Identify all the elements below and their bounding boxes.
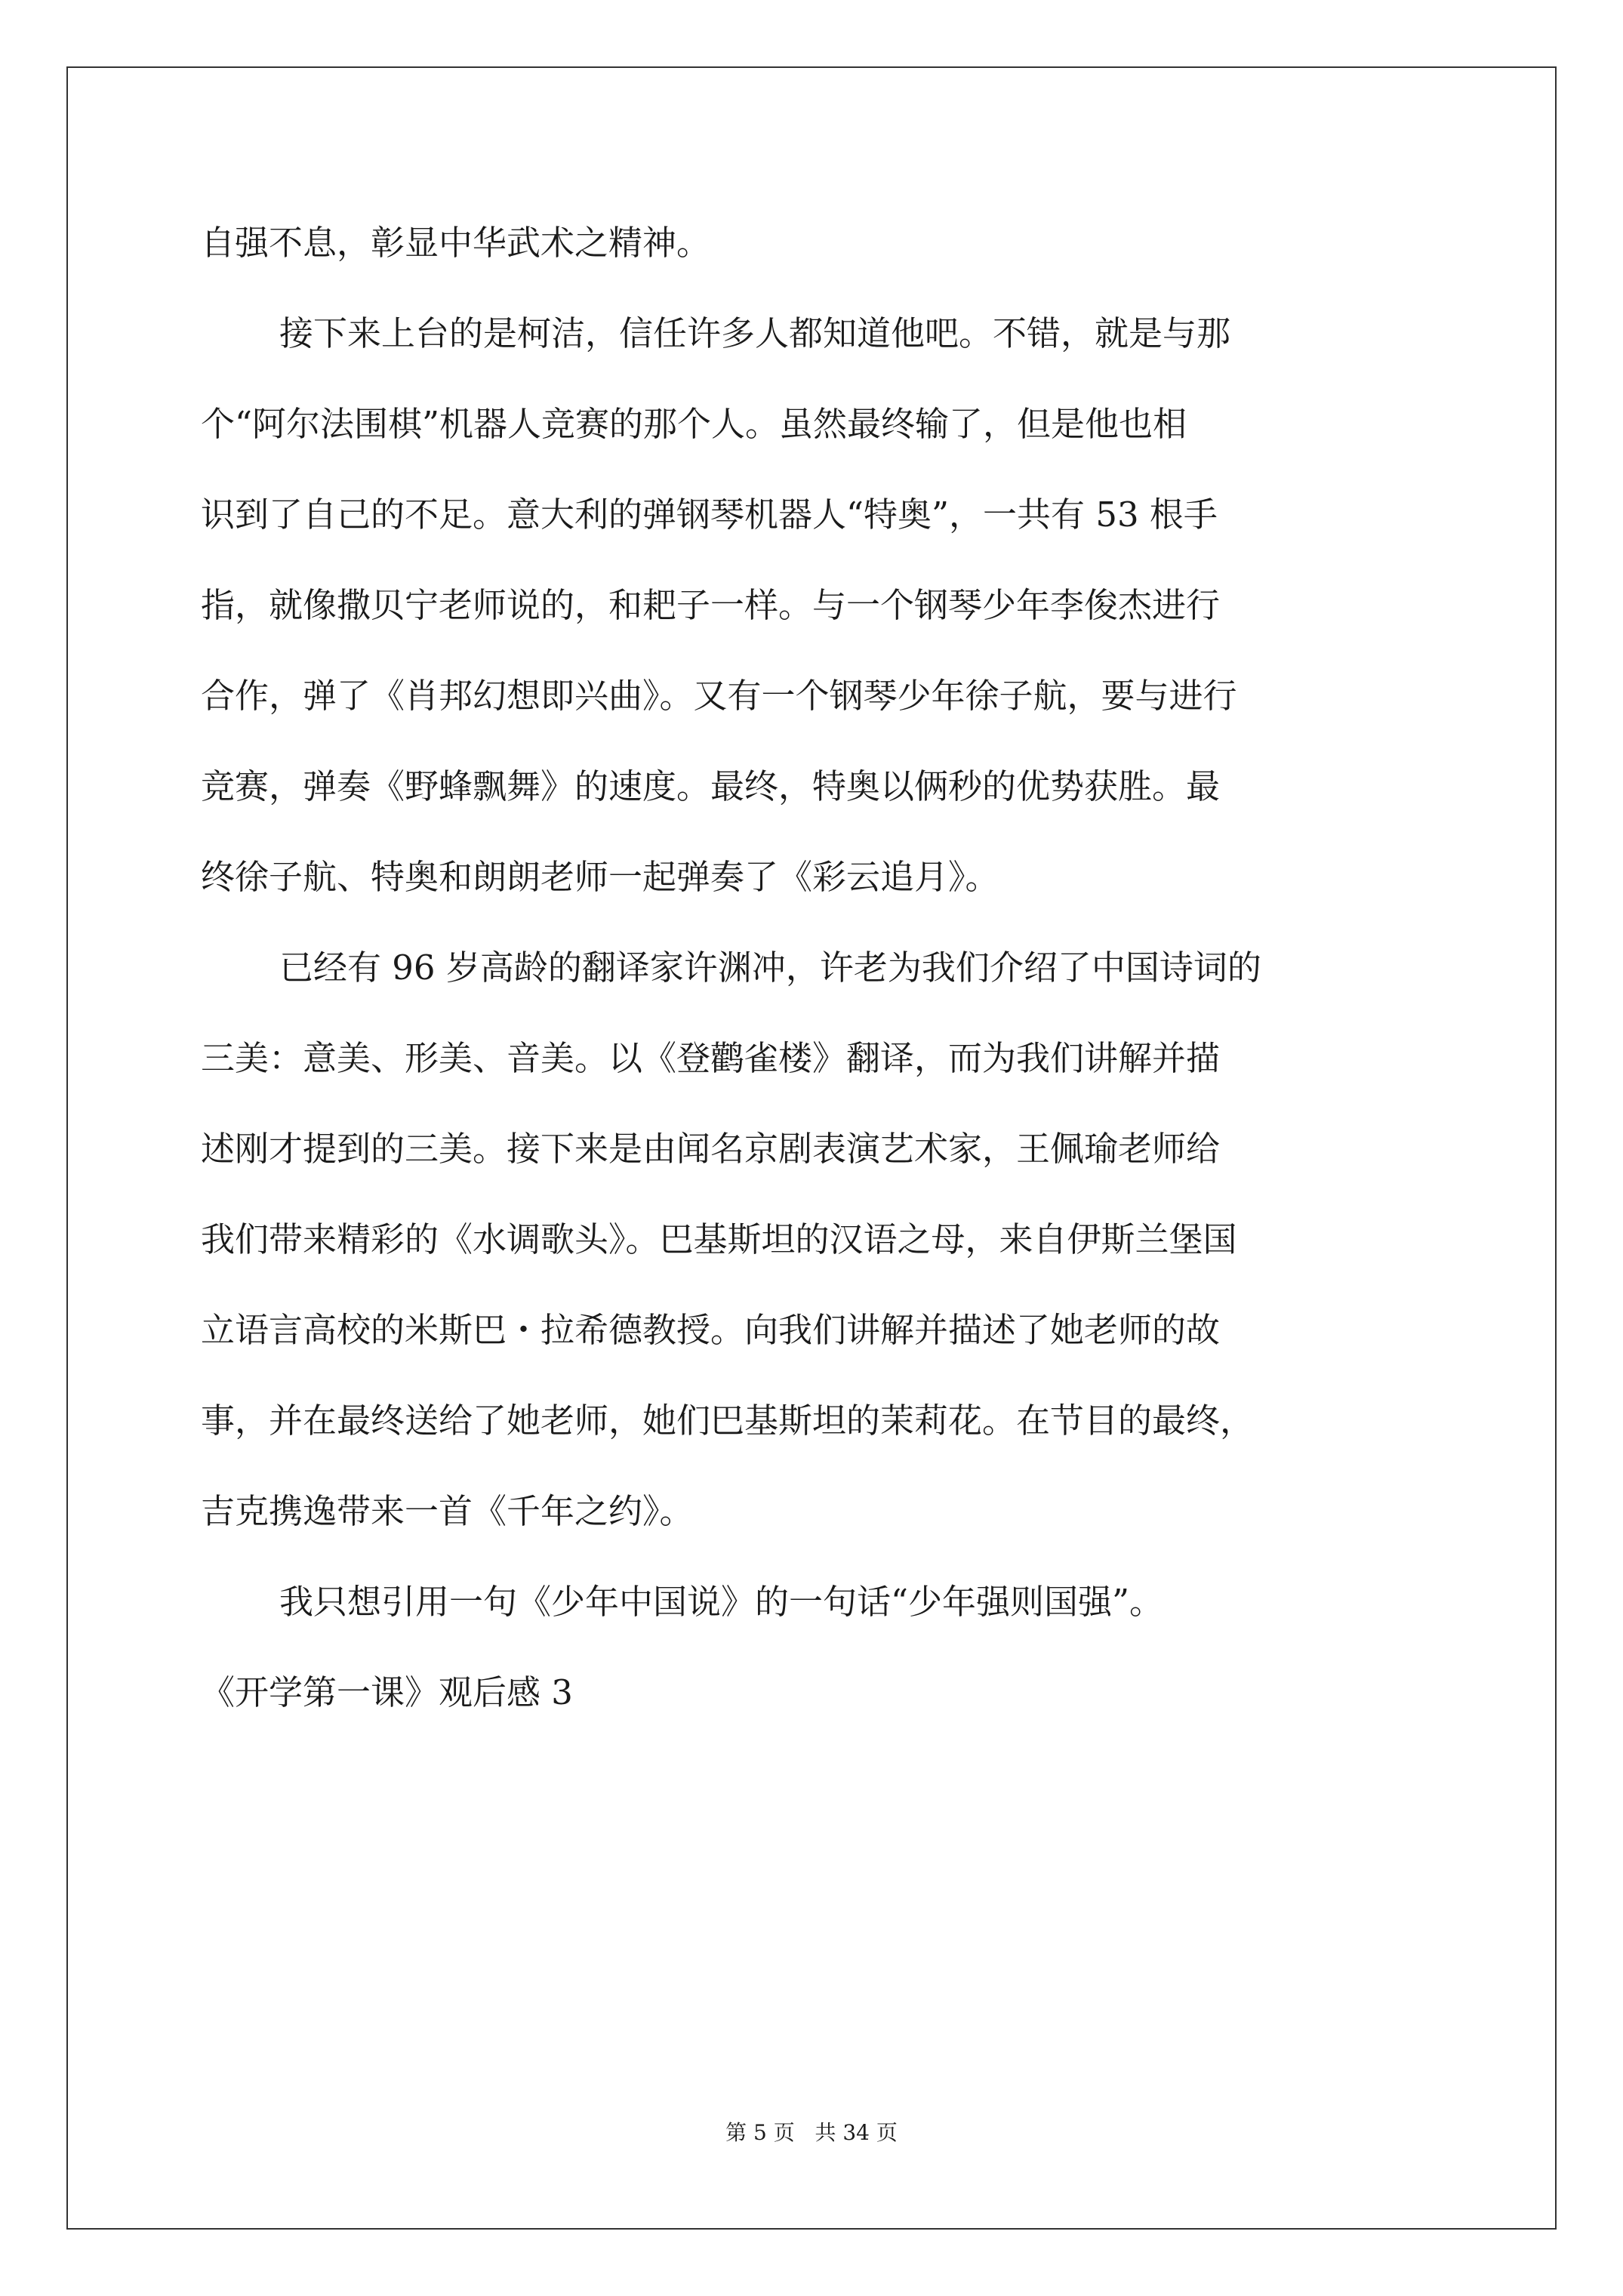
- paragraph-line: 事，并在最终送给了她老师，她们巴基斯坦的茉莉花。在节目的最终，: [201, 1401, 1255, 1441]
- paragraph-line: 接下来上台的是柯洁，信任许多人都知道他吧。不错，就是与那: [279, 313, 1231, 353]
- paragraph-line: 我们带来精彩的《水调歌头》。巴基斯坦的汉语之母，来自伊斯兰堡国: [201, 1219, 1237, 1259]
- paragraph-line: 三美：意美、形美、音美。以《登鹳雀楼》翻译，而为我们讲解并描: [201, 1038, 1221, 1078]
- paragraph-line: 立语言高校的米斯巴・拉希德教授。向我们讲解并描述了她老师的故: [201, 1310, 1221, 1350]
- paragraph-line: 述刚才提到的三美。接下来是由闻名京剧表演艺术家，王佩瑜老师给: [201, 1129, 1221, 1169]
- paragraph-line: 个“阿尔法围棋”机器人竞赛的那个人。虽然最终输了，但是他也相: [201, 404, 1187, 444]
- paragraph-line: 合作，弹了《肖邦幻想即兴曲》。又有一个钢琴少年徐子航，要与进行: [201, 676, 1237, 716]
- paragraph-line: 识到了自己的不足。意大利的弹钢琴机器人“特奥”，一共有 53 根手: [201, 495, 1218, 535]
- paragraph-line: 自强不息，彰显中华武术之精神。: [201, 223, 711, 263]
- paragraph-line: 已经有 96 岁高龄的翻译家许渊冲，许老为我们介绍了中国诗词的: [279, 948, 1261, 988]
- paragraph-line: 竞赛，弹奏《野蜂飘舞》的速度。最终，特奥以俩秒的优势获胜。最: [201, 766, 1221, 806]
- page-number-footer: 第 5 页 共 34 页: [725, 2120, 898, 2145]
- paragraph-line: 终徐子航、特奥和朗朗老师一起弹奏了《彩云追月》。: [201, 857, 999, 897]
- paragraph-line: 我只想引用一句《少年中国说》的一句话“少年强则国强”。: [279, 1582, 1164, 1622]
- paragraph-line: 吉克携逸带来一首《千年之约》。: [201, 1491, 694, 1531]
- section-heading: 《开学第一课》观后感 3: [201, 1672, 573, 1712]
- paragraph-line: 指，就像撒贝宁老师说的，和耙子一样。与一个钢琴少年李俊杰进行: [201, 585, 1221, 625]
